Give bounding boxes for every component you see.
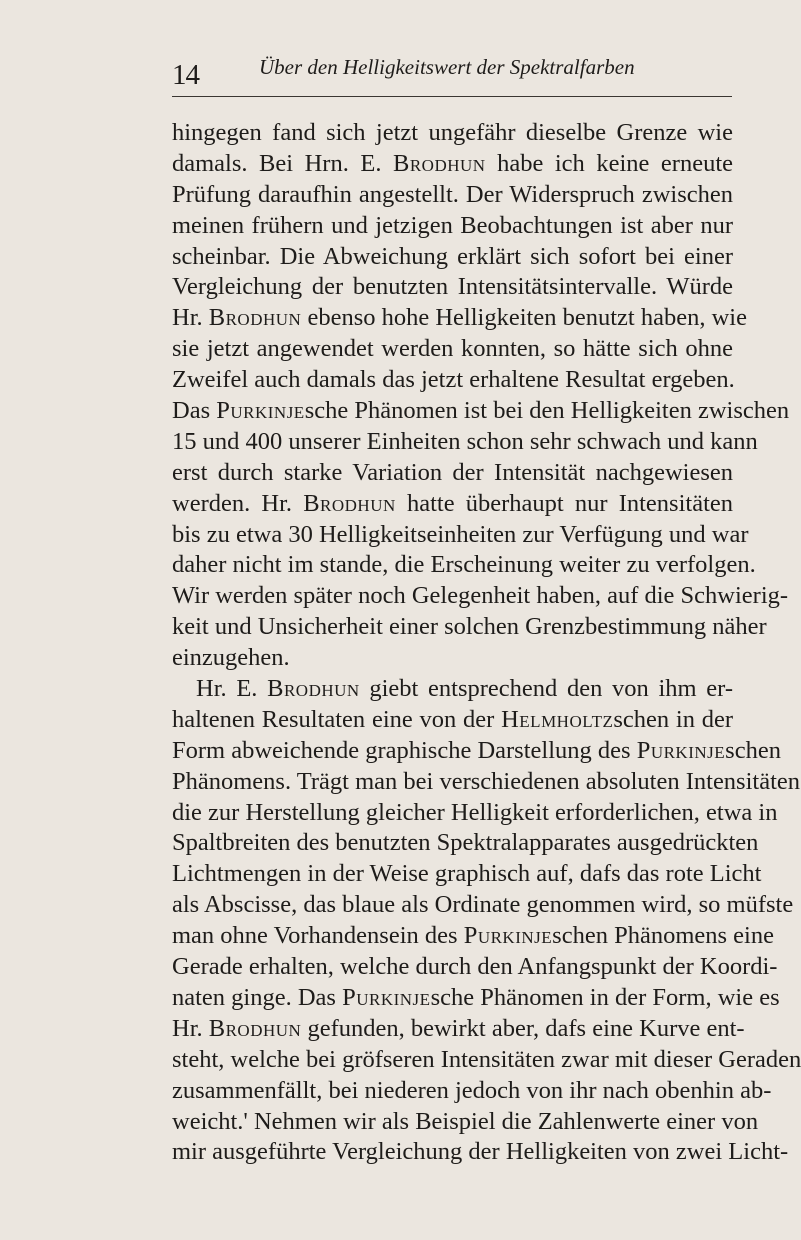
- text-line: [172, 612, 767, 643]
- text-run: ebenso hohe Helligkeiten benutzt haben, wie: [301, 304, 747, 332]
- text-run: mir ausgeführte Vergleichung der Helligkeiten von zwei Licht-: [172, 1138, 789, 1166]
- text-run: Phänomens. Trägt man bei verschiedenen absoluten Intensitäten: [172, 767, 801, 795]
- author-name: Brodhun: [267, 675, 360, 703]
- text-run: sche Phänomen ist bei den Helligkeiten zwischen: [304, 397, 790, 425]
- text-run: einzugehen.: [172, 644, 290, 672]
- text-line: [172, 890, 794, 921]
- text-line: [172, 1137, 789, 1168]
- text-run: hingegen fand sich jetzt ungefähr dieselbe Grenze wie: [172, 119, 733, 146]
- running-header: [172, 52, 732, 98]
- text-line: [172, 489, 733, 520]
- text-run: steht, welche bei gröfseren Intensitäten zwar mit dieser Geraden: [172, 1045, 801, 1073]
- author-name: Purkinje: [463, 922, 553, 950]
- paragraph: [172, 118, 790, 674]
- author-name: Brodhun: [208, 304, 302, 332]
- text-line: [172, 1107, 759, 1138]
- text-run: Hr.: [172, 1014, 209, 1042]
- text-line: [172, 303, 747, 334]
- text-run: man ohne Vorhandensein des: [172, 922, 464, 950]
- author-name: Purkinje: [636, 736, 726, 764]
- text-line: [172, 365, 733, 396]
- text-line: [172, 643, 733, 674]
- header-rule: [172, 96, 732, 97]
- text-run: Vergleichung der benutzten Intensitätsintervalle. Würde: [172, 273, 733, 301]
- text-run: Wir werden später noch Gelegenheit haben, auf die Schwierig-: [172, 582, 789, 610]
- text-line: [172, 798, 778, 829]
- text-line: [172, 736, 781, 767]
- text-line: [172, 828, 759, 859]
- text-line: [172, 983, 780, 1014]
- page-number: 14: [172, 59, 199, 91]
- author-name: Brodhun: [392, 149, 486, 177]
- text-run: erst durch starke Variation der Intensität nachgewiesen: [172, 458, 733, 486]
- author-name: Helmholtz: [501, 705, 614, 733]
- author-name: Brodhun: [303, 489, 396, 517]
- author-name: Purkinje: [342, 983, 431, 1011]
- text-run: daher nicht im stande, die Erscheinung weiter zu verfolgen.: [172, 551, 756, 579]
- author-name: Purkinje: [216, 397, 305, 425]
- text-run: keit und Unsicherheit einer solchen Grenzbestimmung näher: [172, 613, 767, 641]
- text-run: scheinbar. Die Abweichung erklärt sich sofort bei einer: [172, 242, 733, 270]
- text-line: [172, 427, 758, 458]
- text-run: giebt entsprechend den von ihm er-: [359, 675, 733, 703]
- text-line: [172, 1076, 772, 1107]
- text-line: [172, 118, 733, 149]
- text-line: [172, 1014, 745, 1045]
- text-run: meinen frühern und jetzigen Beobachtungen ist aber nur: [172, 211, 733, 239]
- text-run: sche Phänomen in der Form, wie es: [430, 983, 780, 1011]
- text-run: Gerade erhalten, welche durch den Anfangspunkt der Koordi-: [172, 953, 778, 981]
- text-line: [172, 705, 733, 736]
- text-line: [172, 952, 778, 983]
- text-line: [172, 211, 733, 242]
- text-run: Zweifel auch damals das jetzt erhaltene Resultat ergeben.: [172, 366, 735, 394]
- text-line: [172, 581, 789, 612]
- text-run: werden. Hr.: [172, 489, 304, 517]
- text-run: Spaltbreiten des benutzten Spektralapparates ausgedrückten: [172, 829, 759, 857]
- text-run: habe ich keine erneute: [485, 149, 733, 177]
- text-line: [172, 180, 733, 211]
- running-title: Über den Helligkeitswert der Spektralfarben: [259, 55, 635, 79]
- text-run: schen: [725, 736, 781, 764]
- body-text: [172, 118, 801, 1168]
- text-run: 15 und 400 unserer Einheiten schon sehr schwach und kann: [172, 427, 758, 455]
- text-run: damals. Bei Hrn. E.: [172, 149, 393, 177]
- text-run: Hr. E.: [196, 675, 268, 703]
- text-run: bis zu etwa 30 Helligkeitseinheiten zur Verfügung und war: [172, 520, 749, 548]
- paragraph: [172, 674, 801, 1168]
- text-run: sie jetzt angewendet werden konnten, so hätte sich ohne: [172, 335, 733, 363]
- text-line: [172, 520, 749, 551]
- text-line: [172, 334, 733, 365]
- text-run: weicht.' Nehmen wir als Beispiel die Zahlenwerte einer von: [172, 1107, 759, 1135]
- text-line: [172, 272, 733, 303]
- author-name: Brodhun: [208, 1014, 302, 1042]
- text-run: Hr.: [172, 304, 209, 332]
- text-line: [172, 242, 733, 273]
- text-run: die zur Herstellung gleicher Helligkeit erforderlichen, etwa in: [172, 798, 778, 826]
- text-run: Form abweichende graphische Darstellung des: [172, 736, 637, 764]
- text-run: als Abscisse, das blaue als Ordinate genommen wird, so müfste: [172, 891, 794, 919]
- text-run: schen in der: [613, 705, 734, 733]
- text-run: zusammenfällt, bei niederen jedoch von ihr nach obenhin ab-: [172, 1076, 772, 1104]
- text-run: naten ginge. Das: [172, 983, 343, 1011]
- text-run: Lichtmengen in der Weise graphisch auf, dafs das rote Licht: [172, 860, 762, 888]
- text-run: hatte überhaupt nur Intensitäten: [395, 489, 733, 517]
- text-run: gefunden, bewirkt aber, dafs eine Kurve ent-: [301, 1014, 745, 1042]
- text-line: [172, 767, 801, 798]
- text-line: [172, 859, 762, 890]
- text-line: [172, 674, 733, 705]
- text-run: Das: [172, 397, 217, 425]
- text-line: [172, 550, 756, 581]
- text-line: [172, 149, 733, 180]
- text-run: schen Phänomens eine: [552, 922, 774, 950]
- text-line: [172, 921, 774, 952]
- text-run: haltenen Resultaten eine von der: [172, 705, 502, 733]
- text-line: [172, 1045, 801, 1076]
- text-line: [172, 458, 733, 489]
- text-run: Prüfung daraufhin angestellt. Der Widerspruch zwischen: [172, 180, 733, 208]
- text-line: [172, 396, 790, 427]
